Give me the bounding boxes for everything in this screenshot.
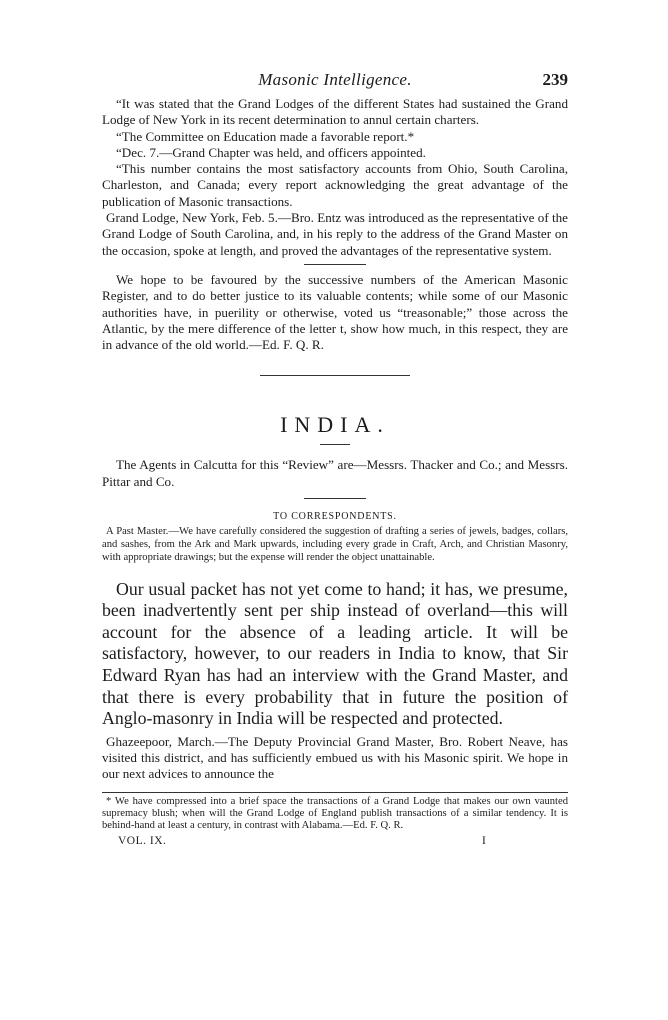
footnote: * We have compressed into a brief space the transactions of a Grand Lodge that makes our own vaunted supremacy blush; when will the Grand Lodge of England publish transactions of a similar tendency. It is behind-hand at least a century, in contrast with Alabama.—Ed. F. Q. R. — [102, 795, 568, 832]
india-paragraph: Our usual packet has not yet come to hand; it has, we presume, been inadvertently sent per ship instead of overland—this will account for the absence of a leading article. It will be satisfactory, however, to our readers in India to know, that Sir Edward Ryan has had an interview with the Grand Master, and that there is every probability that in future the position of Anglo-masonry in India will be respected and protected. — [102, 578, 568, 729]
correspondents-heading: TO CORRESPONDENTS. — [273, 511, 397, 523]
section-rule — [260, 375, 410, 376]
paragraph-grand-lodge-new-york: Grand Lodge, New York, Feb. 5.—Bro. Entz was introduced as the representative of the Grand Lodge of South Carolina, and, in his reply to the address of the Grand Master on the occasion, spoke at length, and proved the advantages of the representative system. — [102, 210, 568, 258]
signature-mark: I — [482, 835, 486, 848]
section-title: INDIA. — [280, 412, 390, 438]
agents-notice: The Agents in Calcutta for this “Review” are—Messrs. Thacker and Co.; and Messrs. Pittar and Co. — [102, 457, 568, 489]
page-footer — [102, 835, 568, 849]
separator-rule — [304, 264, 366, 265]
paragraph-number-contents: “This number contains the most satisfactory accounts from Ohio, South Carolina, Charleston, and Canada; every report acknowledging the great advantage of the publication of Masonic transactions. — [102, 161, 568, 209]
page-number: 239 — [542, 70, 568, 89]
title-rule — [320, 444, 350, 445]
correspondents-text: A Past Master.—We have carefully considered the suggestion of drafting a series of jewels, badges, collars, and sashes, from the Ark and Mark upwards, including every grade in Craft, Arch, and Christian Masonry, with appropriate drawings; but the expense will render the object unattainable. — [102, 526, 568, 564]
paragraph-grand-chapter: “Dec. 7.—Grand Chapter was held, and officers appointed. — [116, 144, 426, 160]
paragraph-committee: “The Committee on Education made a favorable report.* — [116, 128, 415, 144]
notice-rule — [304, 498, 366, 499]
running-header — [102, 70, 568, 96]
volume-label: VOL. IX. — [118, 835, 167, 848]
paragraph-grand-lodges: “It was stated that the Grand Lodges of the different States had sustained the Grand Lodge of New York in its recent determination to annul certain charters. — [102, 96, 568, 128]
page — [102, 70, 568, 849]
running-title: Masonic Intelligence. — [258, 70, 412, 89]
ghazeepoor-paragraph: Ghazeepoor, March.—The Deputy Provincial Grand Master, Bro. Robert Neave, has visited this district, and has sufficiently embued us with his Masonic spirit. We hope in our next advices to announce the — [102, 733, 568, 782]
editor-note: We hope to be favoured by the successive numbers of the American Masonic Register, and to do better justice to its valuable contents; while some of our Masonic authorities have, in puerility or otherwise, voted us “treasonable;” those across the Atlantic, by the mere difference of the letter t, show how much, in this respect, they are in advance of the old world.—Ed. F. Q. R. — [102, 271, 568, 353]
footnote-rule — [102, 792, 568, 793]
